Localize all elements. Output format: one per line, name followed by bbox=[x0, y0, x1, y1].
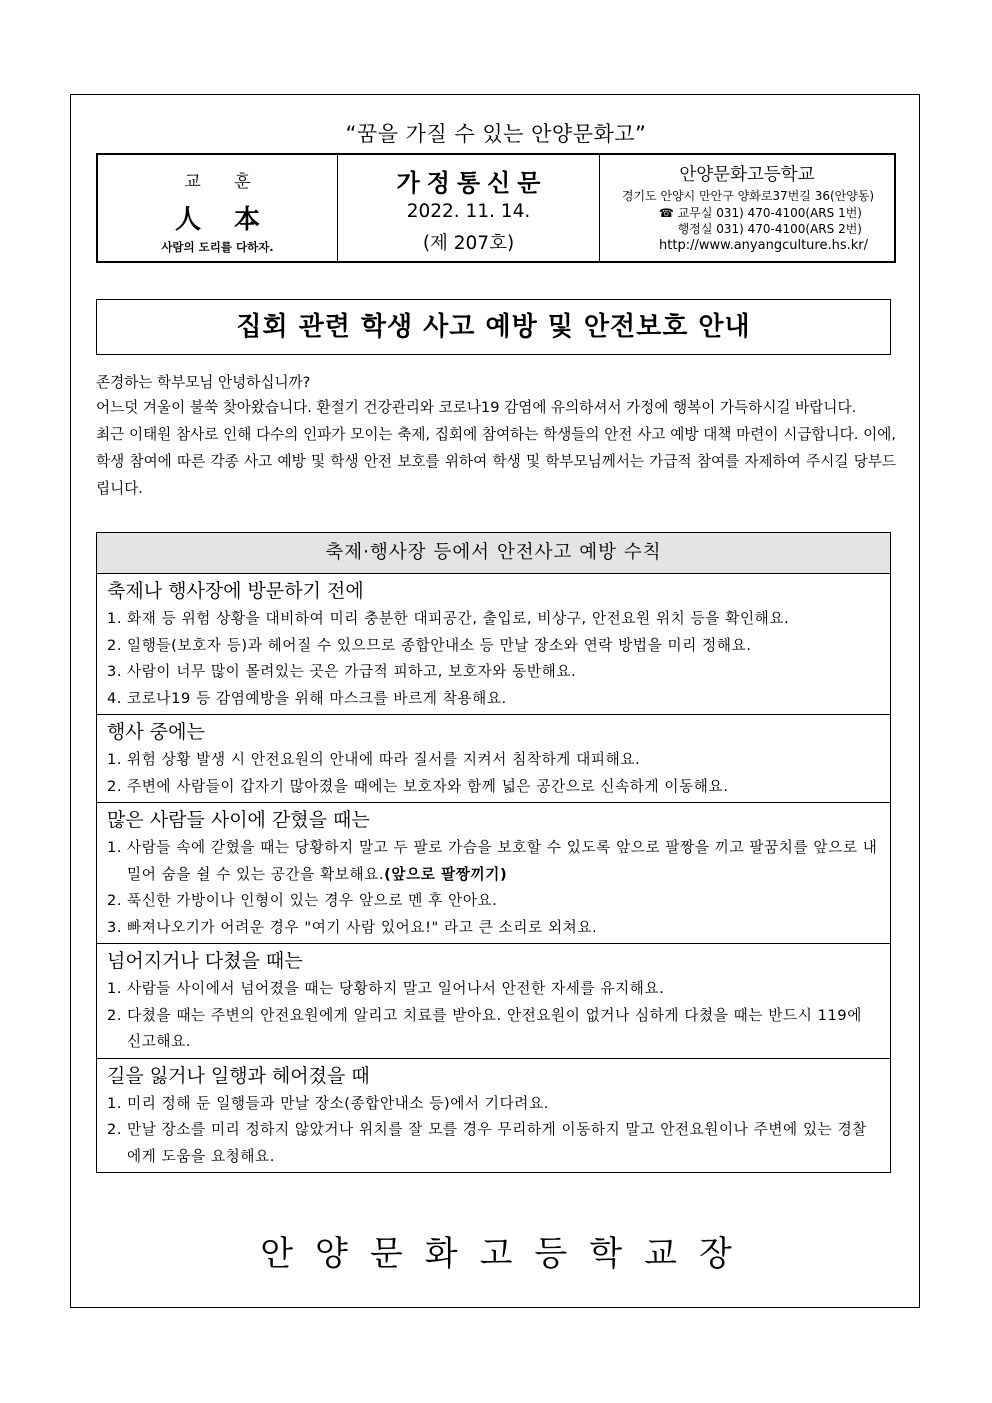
rule-item bbox=[107, 659, 880, 686]
school-motto-sub: 사람의 도리를 다하자. bbox=[161, 240, 274, 254]
school-contact-cell bbox=[600, 155, 894, 261]
rule-item-number: 1. bbox=[107, 1094, 123, 1112]
rule-item-number: 2. bbox=[107, 777, 123, 795]
rule-section-title: 넘어지거나 다쳤을 때는 bbox=[107, 950, 303, 972]
rule-item-text: 사람이 너무 많이 몰려있는 곳은 가급적 피하고, 보호자와 동반해요. bbox=[127, 663, 577, 680]
rule-section bbox=[97, 803, 890, 944]
rule-item-number: 2. bbox=[107, 636, 123, 654]
phone-admin: 행정실 031) 470-4100(ARS 2번) bbox=[677, 222, 862, 236]
rule-section-title: 축제나 행사장에 방문하기 전에 bbox=[107, 580, 364, 602]
rule-item-number: 3. bbox=[107, 663, 123, 680]
document-type: 가정통신문 bbox=[396, 169, 548, 197]
rule-item-text: 주변에 사람들이 갑자기 많아졌을 때에는 보호자와 함께 넓은 공간으로 신속하게 이동해요. bbox=[127, 777, 729, 795]
rule-item-text: 코로나19 등 감염예방을 위해 마스크를 바르게 착용해요. bbox=[127, 689, 507, 707]
school-motto: 人 本 bbox=[174, 205, 273, 235]
rule-item-number: 1. bbox=[107, 839, 123, 856]
rule-section bbox=[97, 944, 890, 1059]
rule-item bbox=[107, 686, 880, 713]
school-address: 경기도 안양시 만안구 양화로37번길 36(안양동) bbox=[621, 189, 875, 203]
rule-item-text: 사람들 사이에서 넘어졌을 때는 당황하지 말고 일어나서 안전한 자세를 유지해요. bbox=[127, 980, 665, 997]
document-date: 2022. 11. 14. bbox=[406, 201, 531, 222]
rule-item-text: 만날 장소를 미리 정하지 않았거나 위치를 잘 모를 경우 무리하게 이동하지 말고 안전요원이나 주변에 있는 경찰에게 도움을 요청해요. bbox=[127, 1121, 867, 1165]
rule-section-title: 많은 사람들 사이에 갇혔을 때는 bbox=[107, 809, 370, 831]
safety-rules-table bbox=[96, 532, 891, 1173]
rule-section-title: 길을 잃거나 일행과 헤어졌을 때 bbox=[107, 1064, 370, 1087]
rule-item bbox=[107, 915, 880, 942]
intro-text bbox=[96, 372, 896, 502]
rule-item-text: 사람들 속에 갇혔을 때는 당황하지 말고 두 팔로 가슴을 보호할 수 있도록 앞으로 팔짱을 끼고 팔꿈치를 앞으로 내밀어 숨을 쉴 수 있는 공간을 확보해요. bbox=[127, 839, 878, 883]
rule-item-number: 2. bbox=[107, 1121, 123, 1138]
school-slogan: “꿈을 가질 수 있는 안양문화고” bbox=[345, 122, 647, 146]
rule-item bbox=[107, 774, 880, 801]
safety-rules-heading: 축제·행사장 등에서 안전사고 예방 수칙 bbox=[97, 533, 890, 574]
rule-item-text: 미리 정해 둔 일행들과 만날 장소(종합안내소 등)에서 기다려요. bbox=[127, 1094, 549, 1112]
rule-item-emphasis: (앞으로 팔짱끼기) bbox=[384, 865, 508, 883]
rule-item-number: 1. bbox=[107, 751, 123, 768]
school-website-link[interactable]: http://www.anyangculture.hs.kr/ bbox=[659, 237, 868, 253]
rule-item bbox=[107, 1117, 880, 1170]
school-contact bbox=[600, 188, 890, 254]
document-info-cell bbox=[338, 155, 600, 261]
document-issue-number: (제 207호) bbox=[422, 233, 515, 254]
intro-paragraph-1: 어느덧 겨울이 불쑥 찾아왔습니다. 환절기 건강관리와 코로나19 감염에 유의하셔서 가정에 행복이 가득하시길 바랍니다. bbox=[96, 399, 857, 416]
school-name: 안양문화고등학교 bbox=[679, 165, 815, 185]
rule-section bbox=[97, 1059, 890, 1173]
rule-section-title: 행사 중에는 bbox=[107, 721, 205, 743]
rule-item bbox=[107, 1003, 880, 1056]
rule-item bbox=[107, 888, 880, 915]
principal-signature: 안양문화고등학교장 bbox=[260, 1234, 754, 1274]
rule-item bbox=[107, 1091, 880, 1118]
rule-item-number: 3. bbox=[107, 918, 123, 936]
greeting: 존경하는 학부모님 안녕하십니까? bbox=[96, 374, 311, 391]
rule-item-text: 화재 등 위험 상황을 대비하여 미리 충분한 대피공간, 출입로, 비상구, 안전요원 위치 등을 확인해요. bbox=[127, 610, 790, 627]
rule-item bbox=[107, 976, 880, 1003]
intro-paragraph-2: 최근 이태원 참사로 인해 다수의 인파가 모이는 축제, 집회에 참여하는 학생들의 안전 사고 예방 대책 마련이 시급합니다. 이에, 학생 참여에 따른 각종 사고 예방 및 학생 안전 보호를 위하여 학생 및 학부모님께서는 가급적 참여를 자제하여 주시길 당부드립니다. bbox=[96, 426, 896, 497]
rule-item-text: 위험 상황 발생 시 안전요원의 안내에 따라 질서를 지켜서 침착하게 대피해요. bbox=[127, 751, 641, 768]
rule-item bbox=[107, 606, 880, 633]
rule-section bbox=[97, 574, 890, 715]
school-motto-cell bbox=[98, 155, 338, 261]
safety-rules-body bbox=[97, 574, 890, 1172]
rule-section bbox=[97, 715, 890, 803]
rule-item bbox=[107, 633, 880, 660]
rule-item-number: 4. bbox=[107, 689, 123, 707]
rule-item-text: 일행들(보호자 등)과 헤어질 수 있으므로 종합안내소 등 만날 장소와 연락 방법을 미리 정해요. bbox=[127, 636, 752, 654]
school-motto-label: 교 훈 bbox=[184, 172, 265, 192]
rule-item-number: 1. bbox=[107, 980, 123, 997]
rule-item-text: 다쳤을 때는 주변의 안전요원에게 알리고 치료를 받아요. 안전요원이 없거나 심하게 다쳤을 때는 반드시 119에 신고해요. bbox=[127, 1006, 862, 1050]
rule-item-number: 1. bbox=[107, 610, 123, 627]
document-title: 집회 관련 학생 사고 예방 및 안전보호 안내 bbox=[96, 299, 891, 355]
letter-header bbox=[96, 153, 896, 263]
rule-item-number: 2. bbox=[107, 892, 123, 909]
rule-item-number: 2. bbox=[107, 1006, 123, 1024]
rule-item bbox=[107, 747, 880, 774]
rule-item-text: 푹신한 가방이나 인형이 있는 경우 앞으로 멘 후 안아요. bbox=[127, 892, 498, 909]
phone-office: ☎ 교무실 031) 470-4100(ARS 1번) bbox=[658, 205, 862, 220]
rule-item-text: 빠져나오기가 어려운 경우 "여기 사람 있어요!" 라고 큰 소리로 외쳐요. bbox=[127, 918, 598, 936]
rule-item bbox=[107, 835, 880, 888]
